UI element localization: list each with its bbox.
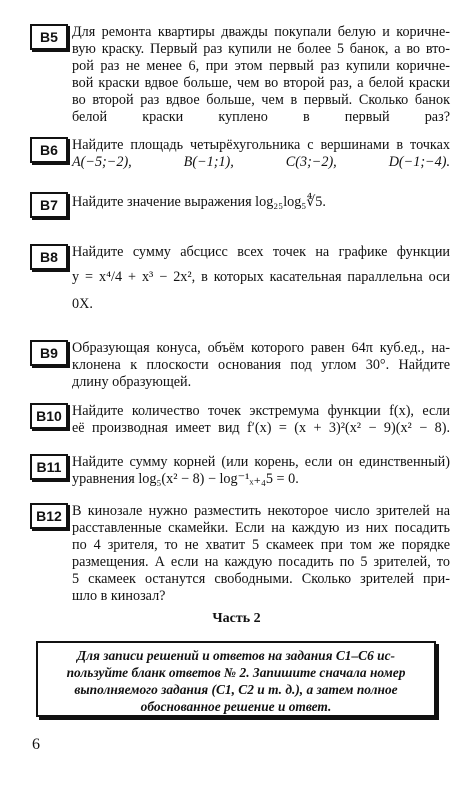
part-title: Часть 2 — [212, 611, 261, 626]
problem-label: B7 — [30, 192, 68, 218]
problem-text: Найдите сумму абсцисс всех точек на графике функции y = x⁴/4 + x³ − 2x², в которых касательная параллельна оси 0X. — [72, 244, 450, 312]
problem-label: B5 — [30, 24, 68, 50]
problem-text: Найдите значение выражения log₂₅log₅∜5. — [72, 194, 326, 210]
problem-label: B10 — [30, 403, 68, 429]
problem-label: B12 — [30, 503, 68, 529]
problem-text: Для ремонта квартиры дважды покупали белую и коричне- вую краску. Первый раз купили не более 5 банок, а во вто- рой раз не менее 6, при этом первый раз купили коричне- вой краски вдвое больше, чем во второй раз, а белой краски во второй раз вдвое больше, чем в первый. Сколько банок белой краски куплено в первый раз? — [72, 24, 450, 125]
problem-text: Найдите площадь четырёхугольника с вершинами в точках A(−5;−2), B(−1;1), C(3;−2), D(−1;−4). — [72, 137, 450, 170]
page-number: 6 — [32, 736, 40, 753]
problem-text: Найдите сумму корней (или корень, если он единственный) уравнения log₅(x² − 8) − log⁻¹ₓ₊₄5 = 0. — [72, 454, 450, 487]
problem-text: Образующая конуса, объём которого равен 64π куб.ед., на- клонена к плоскости основания под углом 30°. Найдите длину образующей. — [72, 340, 450, 390]
problem-text: Найдите количество точек экстремума функции f(x), если её производная имеет вид f′(x) = (x + 3)²(x² − 9)(x² − 8). — [72, 403, 450, 436]
instruction-text: Для записи решений и ответов на задания С1–С6 ис- пользуйте бланк ответов № 2. Запишите сначала номер выполняемого задания (С1, С2 и т. д.), а затем полное обоснованное решение и ответ. — [66, 648, 406, 714]
problem-label: B9 — [30, 340, 68, 366]
instruction-box — [36, 641, 436, 717]
problem-label: B8 — [30, 244, 68, 270]
problem-label: B6 — [30, 137, 68, 163]
problem-label: B11 — [30, 454, 68, 480]
problem-text: В кинозале нужно разместить некоторое число зрителей на расставленные скамейки. Если на каждую из них посадить по 4 зрителя, то не хватит 5 скамеек при том же порядке размещения. А если на каждую посадить по 5 зрителей, то 5 скамеек останутся свободными. Сколько зрителей при- шло в кинозал? — [72, 503, 450, 604]
